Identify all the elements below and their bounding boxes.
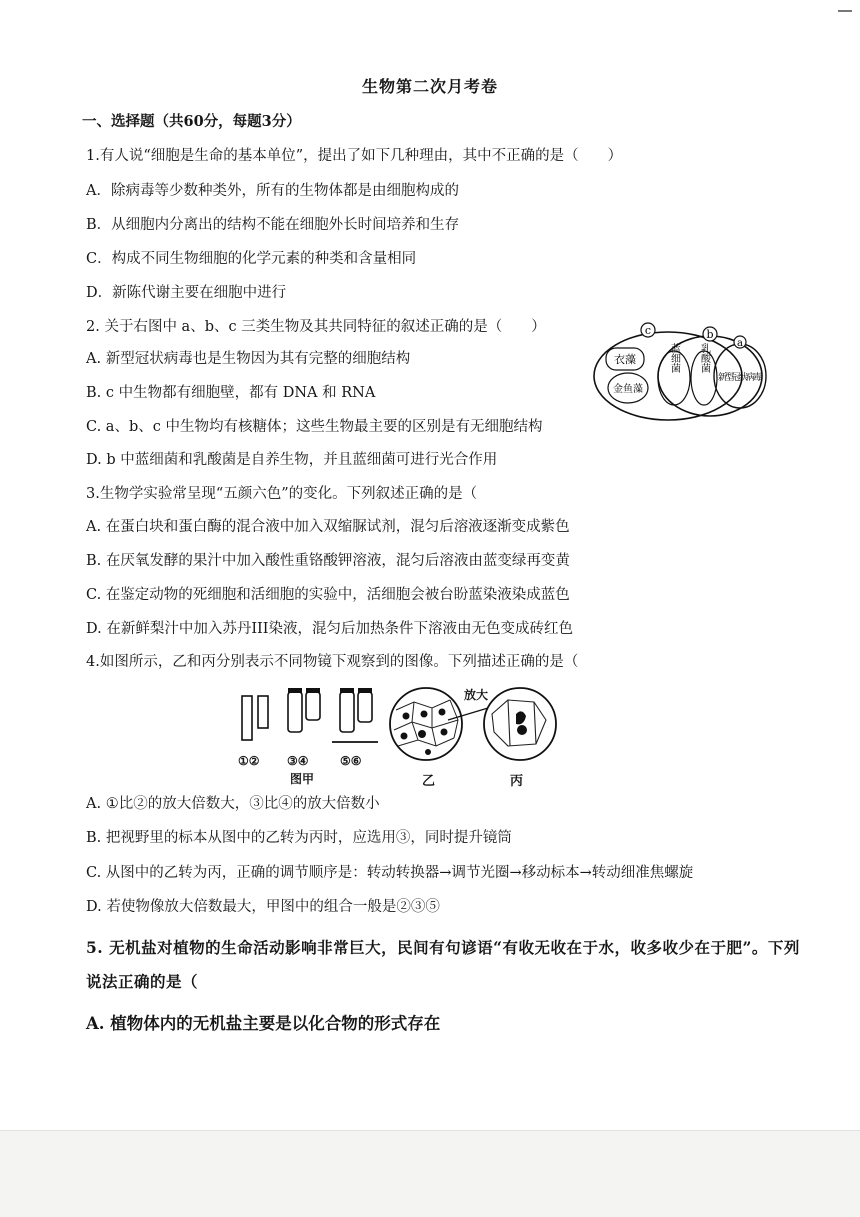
objective-5 — [340, 692, 354, 732]
q1-stem: 1.有人说“细胞是生命的基本单位”，提出了如下几种理由，其中不正确的是（ ） — [86, 148, 623, 164]
q4-stem: 4.如图所示，乙和丙分别表示不同物镜下观察到的图像。下列描述正确的是（ — [86, 654, 579, 670]
exam-title: 生物第二次月考卷 — [361, 77, 498, 96]
label-bing: 丙 — [510, 774, 524, 789]
scan-mark — [838, 10, 852, 12]
q3-stem: 3.生物学实验常呈现“五颜六色”的变化。下列叙述正确的是（ — [86, 486, 478, 502]
objective-3 — [288, 692, 302, 732]
page-bottom-margin — [0, 1130, 860, 1217]
q4-option-c: C. 从图中的乙转为丙，正确的调节顺序是：转动转换器→调节光圈→移动标本→转动细准焦螺旋 — [86, 865, 694, 881]
q4-option-b: B. 把视野里的标本从图中的乙转为丙时，应选用③，同时提升镜筒 — [86, 830, 512, 846]
label-yi: 乙 — [422, 774, 436, 789]
label-nums56: ⑤⑥ — [340, 754, 362, 768]
eyepiece-1 — [242, 696, 252, 740]
q2-option-d: D. b 中蓝细菌和乳酸菌是自养生物，并且蓝细菌可进行光合作用 — [86, 452, 498, 468]
q2-option-b: B. c 中生物都有细胞壁，都有 DNA 和 RNA — [86, 385, 376, 401]
venn-label-c: c — [644, 324, 652, 337]
q5-stem-line2: 说法正确的是（ — [86, 972, 199, 991]
q5-stem-line1: 5. 无机盐对植物的生命活动影响非常巨大，民间有句谚语“有收无收在于水，收多收少在于肥”。下列 — [86, 938, 800, 957]
objective-6 — [358, 692, 372, 722]
q1-option-a: A．除病毒等少数种类外，所有的生物体都是由细胞构成的 — [86, 183, 459, 199]
q2-stem: 2. 关于右图中 a、b、c 三类生物及其共同特征的叙述正确的是（ ） — [86, 319, 546, 335]
q1-option-b: B．从细胞内分离出的结构不能在细胞外长时间培养和生存 — [86, 217, 460, 233]
q5-option-a: A. 植物体内的无机盐主要是以化合物的形式存在 — [86, 1014, 441, 1033]
venn-cyano: 蓝细菌 — [668, 343, 680, 373]
venn-diagram — [590, 322, 768, 424]
label-jia: 图甲 — [290, 772, 315, 786]
q1-option-c: C．构成不同生物细胞的化学元素的种类和含量相同 — [86, 251, 417, 267]
q2-option-a: A. 新型冠状病毒也是生物因为其有完整的细胞结构 — [86, 351, 411, 367]
q3-option-d: D. 在新鲜梨汁中加入苏丹III染液，混匀后加热条件下溶液由无色变成砖红色 — [86, 621, 574, 637]
venn-label-b: b — [706, 328, 714, 341]
q3-option-c: C. 在鉴定动物的死细胞和活细胞的实验中，活细胞会被台盼蓝染液染成蓝色 — [86, 587, 570, 603]
field-yi — [390, 688, 462, 760]
label-nums34: ③④ — [287, 754, 309, 768]
q4-option-d: D. 若使物像放大倍数最大，甲图中的组合一般是②③⑤ — [86, 899, 440, 915]
q1-option-d: D．新陈代谢主要在细胞中进行 — [86, 285, 287, 301]
venn-label-a: a — [737, 338, 743, 349]
q4-option-a: A. ①比②的放大倍数大，③比④的放大倍数小 — [86, 796, 380, 812]
venn-goldfish: 金鱼藻 — [613, 384, 643, 395]
venn-alga: 衣藻 — [614, 353, 636, 366]
q3-option-b: B. 在厌氧发酵的果汁中加入酸性重铬酸钾溶液，混匀后溶液由蓝变绿再变黄 — [86, 553, 570, 569]
eyepiece-2 — [258, 696, 268, 728]
q2-option-c: C. a、b、c 中生物均有核糖体；这些生物最主要的区别是有无细胞结构 — [86, 419, 543, 435]
section-heading: 一、选择题（共60分，每题3分） — [82, 113, 301, 130]
q3-option-a: A. 在蛋白块和蛋白酶的混合液中加入双缩脲试剂，混匀后溶液逐渐变成紫色 — [86, 519, 570, 535]
objective-4 — [306, 692, 320, 720]
label-magnify: 放大 — [464, 688, 489, 702]
label-nums12: ①② — [238, 754, 260, 768]
venn-lactic: 乳酸菌 — [698, 343, 710, 373]
venn-virus: 新型冠状病毒 — [718, 373, 762, 383]
